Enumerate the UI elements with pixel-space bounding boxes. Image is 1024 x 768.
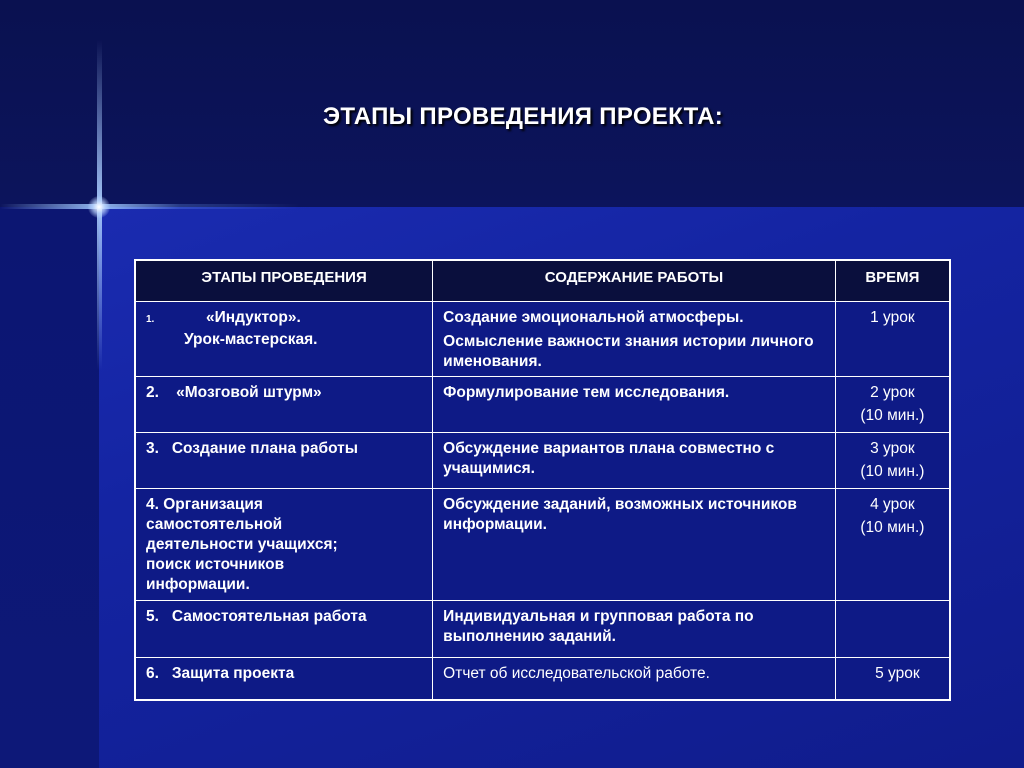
content-cell [433, 657, 836, 700]
content-cell [433, 376, 836, 432]
sparkle-horizontal-ray [0, 204, 300, 209]
time-minutes: (10 мин.) [860, 462, 925, 480]
time-minutes: (10 мин.) [860, 518, 925, 536]
time-cell [835, 657, 950, 700]
time-cell [835, 600, 950, 657]
stage-title: «Индуктор». [206, 308, 301, 326]
slide-title: ЭТАПЫ ПРОВЕДЕНИЯ ПРОЕКТА: [322, 103, 724, 130]
table-row [135, 376, 950, 432]
stage-cell [135, 488, 433, 600]
content-line: Отчет об исследовательской работе. [443, 664, 710, 682]
content-line: Обсуждение вариантов плана совместно с учащимися. [443, 439, 775, 477]
header-stages: ЭТАПЫ ПРОВЕДЕНИЯ [135, 260, 433, 301]
header-content: СОДЕРЖАНИЕ РАБОТЫ [433, 260, 836, 301]
time-lesson: 5 урок [875, 664, 920, 682]
time-cell [835, 376, 950, 432]
content-line: Осмысление важности знания истории личного именования. [443, 332, 814, 370]
time-lesson: 1 урок [870, 308, 915, 326]
content-line: Формулирование тем исследования. [443, 383, 730, 401]
content-cell [433, 600, 836, 657]
sparkle-star-icon [88, 196, 110, 218]
table-row [135, 600, 950, 657]
stage-cell [135, 657, 433, 700]
stage-title: 4. Организация самостоятельной деятельности учащихся; поиск источников информации. [146, 495, 338, 593]
stage-cell [135, 301, 433, 376]
stages-table [134, 259, 951, 701]
stage-number: 1. [146, 313, 155, 325]
table-row [135, 301, 950, 376]
stage-title: 6. Защита проекта [146, 664, 295, 682]
content-line: Обсуждение заданий, возможных источников информации. [443, 495, 797, 533]
table-header-row [135, 260, 950, 301]
stage-title: 5. Самостоятельная работа [146, 607, 367, 625]
stage-cell [135, 600, 433, 657]
time-minutes: (10 мин.) [860, 406, 925, 424]
content-line: Индивидуальная и групповая работа по выполнению заданий. [443, 607, 754, 645]
time-cell [835, 488, 950, 600]
stage-cell [135, 432, 433, 488]
table-row [135, 488, 950, 600]
content-cell [433, 301, 836, 376]
stage-cell [135, 376, 433, 432]
header-time: ВРЕМЯ [835, 260, 950, 301]
stage-subtitle: Урок-мастерская. [184, 330, 318, 348]
table-row [135, 432, 950, 488]
time-lesson: 4 урок [870, 495, 915, 513]
time-cell [835, 301, 950, 376]
time-lesson: 2 урок [870, 383, 915, 401]
stage-title: 2. «Мозговой штурм» [146, 383, 322, 401]
stage-title: 3. Создание плана работы [146, 439, 358, 457]
table-row [135, 657, 950, 700]
content-cell [433, 432, 836, 488]
time-lesson: 3 урок [870, 439, 915, 457]
content-cell [433, 488, 836, 600]
time-cell [835, 432, 950, 488]
slide-left-strip [0, 207, 99, 768]
content-line: Создание эмоциональной атмосферы. [443, 308, 744, 326]
